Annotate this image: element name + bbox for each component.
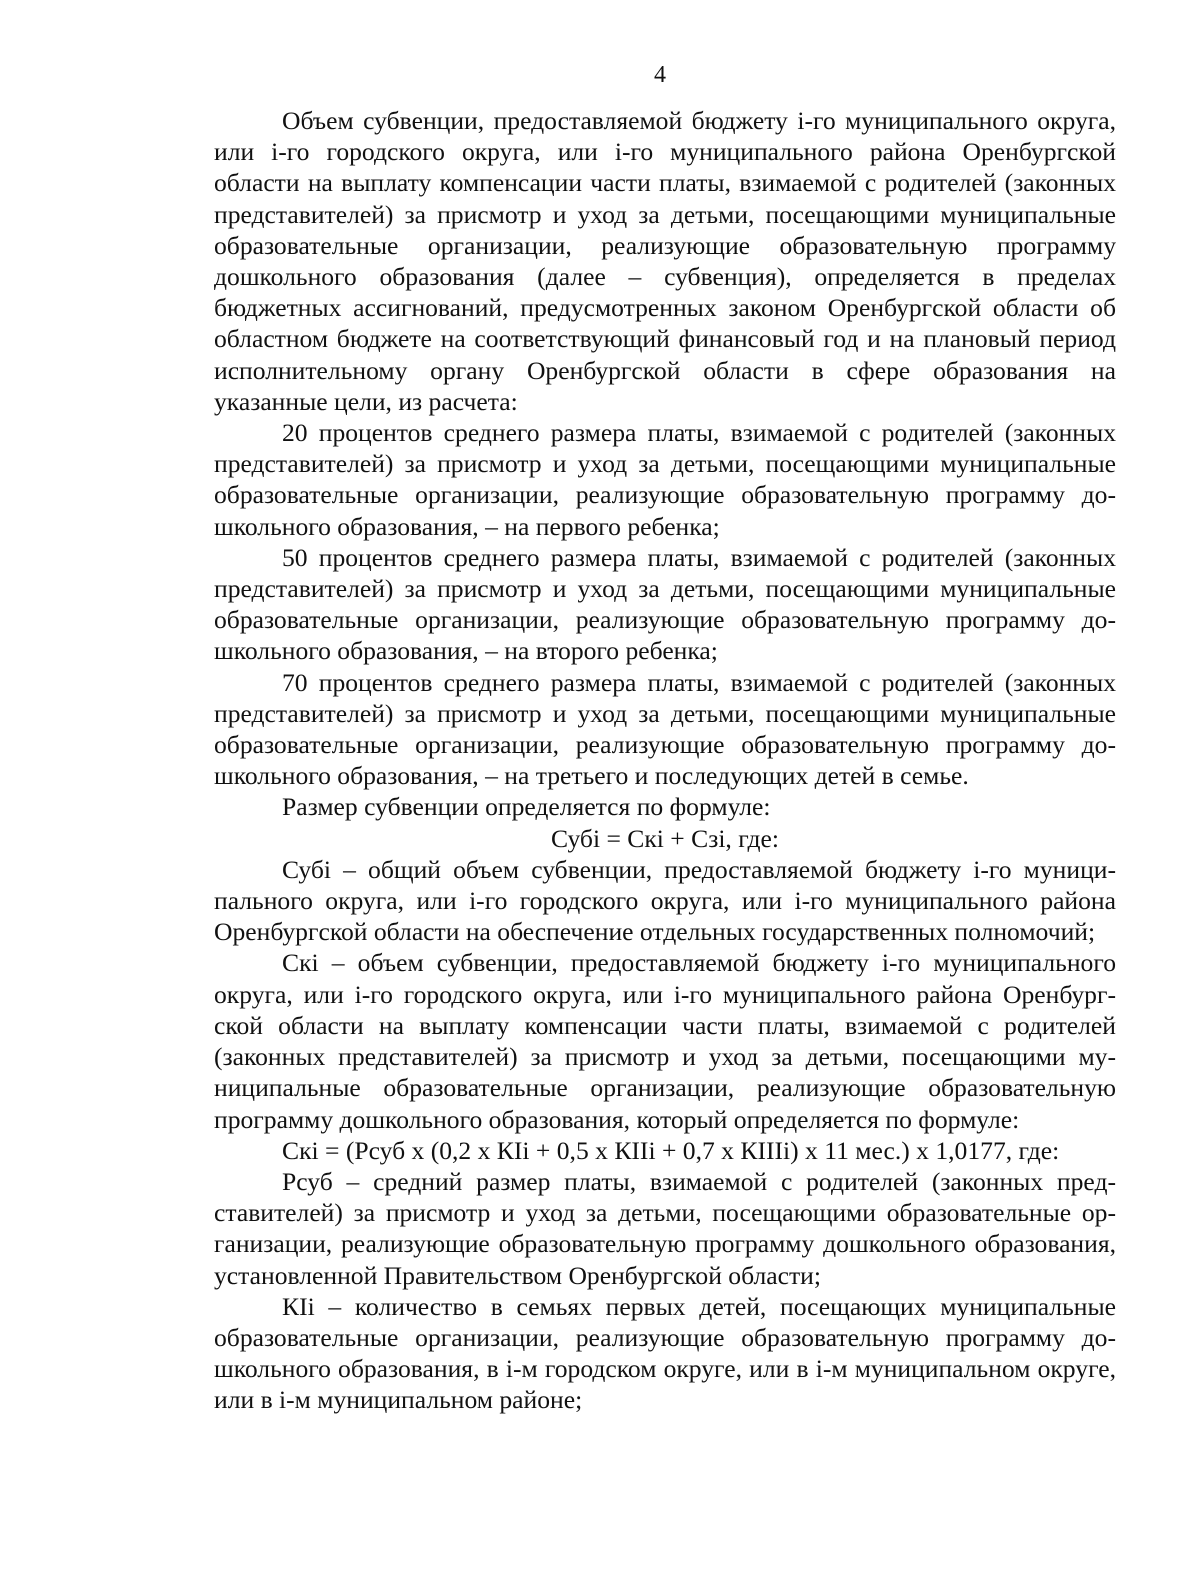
formula-subi: Субi = Скi + Сзi, где: xyxy=(551,823,779,853)
formula-cki: Скi = (Рсуб х (0,2 х КIi + 0,5 х КIIi + 0,7 х КIIIi) х 11 мес.) х 1,0177, где: xyxy=(282,1135,1060,1165)
paragraph-subi-definition: Субi – общий объем субвенции, предоставляемой бюджету i-го муниципального округа, или i-го городского округа, или i-го муниципального района Оренбургской области на обеспечение отдельных государственных полномочий; xyxy=(214,854,1116,947)
paragraph-subsidy-volume: Объем субвенции, предоставляемой бюджету i-го муниципального округа, или i-го городского округа, или i-го муниципального района Оренбургской области на выплату компенсации части платы, взимаемой с родителей (законных представителей) за присмотр и уход за детьми, посещающими муниципальные образовательные организации, реализующие образовательную программу дошкольного образования (далее – субвенция), определяется в пределах бюджетных ассигнований, предусмотренных законом Оренбургской области об областном бюджете на соответствующий финансовый год и на плановый период исполнительному органу Оренбургской области в сфере образования на указанные цели, из расчета: xyxy=(214,106,1116,416)
document-body xyxy=(214,105,1116,1416)
page-number: 4 xyxy=(654,62,666,88)
paragraph-70-percent: 70 процентов среднего размера платы, взимаемой с родителей (законных представителей) за присмотр и уход за детьми, посещающими муниципальные образовательные организации, реализующие образовательную программу дошкольного образования, – на третьего и последующих детей в семье. xyxy=(214,667,1116,791)
paragraph-50-percent: 50 процентов среднего размера платы, взимаемой с родителей (законных представителей) за присмотр и уход за детьми, посещающими муниципальные образовательные организации, реализующие образовательную программу дошкольного образования, – на второго ребенка; xyxy=(214,542,1116,666)
paragraph-formula-intro: Размер субвенции определяется по формуле: xyxy=(282,792,771,822)
paragraph-k1i-definition: КIi – количество в семьях первых детей, посещающих муниципальные образовательные организации, реализующие образовательную программу дошкольного образования, в i-м городском округе, или в i-м муниципальном округе, или в i-м муниципальном районе; xyxy=(214,1291,1116,1415)
paragraph-rsub-definition: Рсуб – средний размер платы, взимаемой с родителей (законных представителей) за присмотр и уход за детьми, посещающими образовательные организации, реализующие образовательную программу дошкольного образования, установленной Правительством Оренбургской области; xyxy=(214,1166,1116,1290)
paragraph-20-percent: 20 процентов среднего размера платы, взимаемой с родителей (законных представителей) за присмотр и уход за детьми, посещающими муниципальные образовательные организации, реализующие образовательную программу дошкольного образования, – на первого ребенка; xyxy=(214,418,1116,541)
paragraph-cki-definition: Скi – объем субвенции, предоставляемой бюджету i-го муниципального округа, или i-го городского округа, или i-го муниципального района Оренбургской области на выплату компенсации части платы, взимаемой с родителей (законных представителей) за присмотр и уход за детьми, посещающими муниципальные образовательные организации, реализующие образовательную программу дошкольного образования, который определяется по формуле: xyxy=(214,948,1116,1134)
